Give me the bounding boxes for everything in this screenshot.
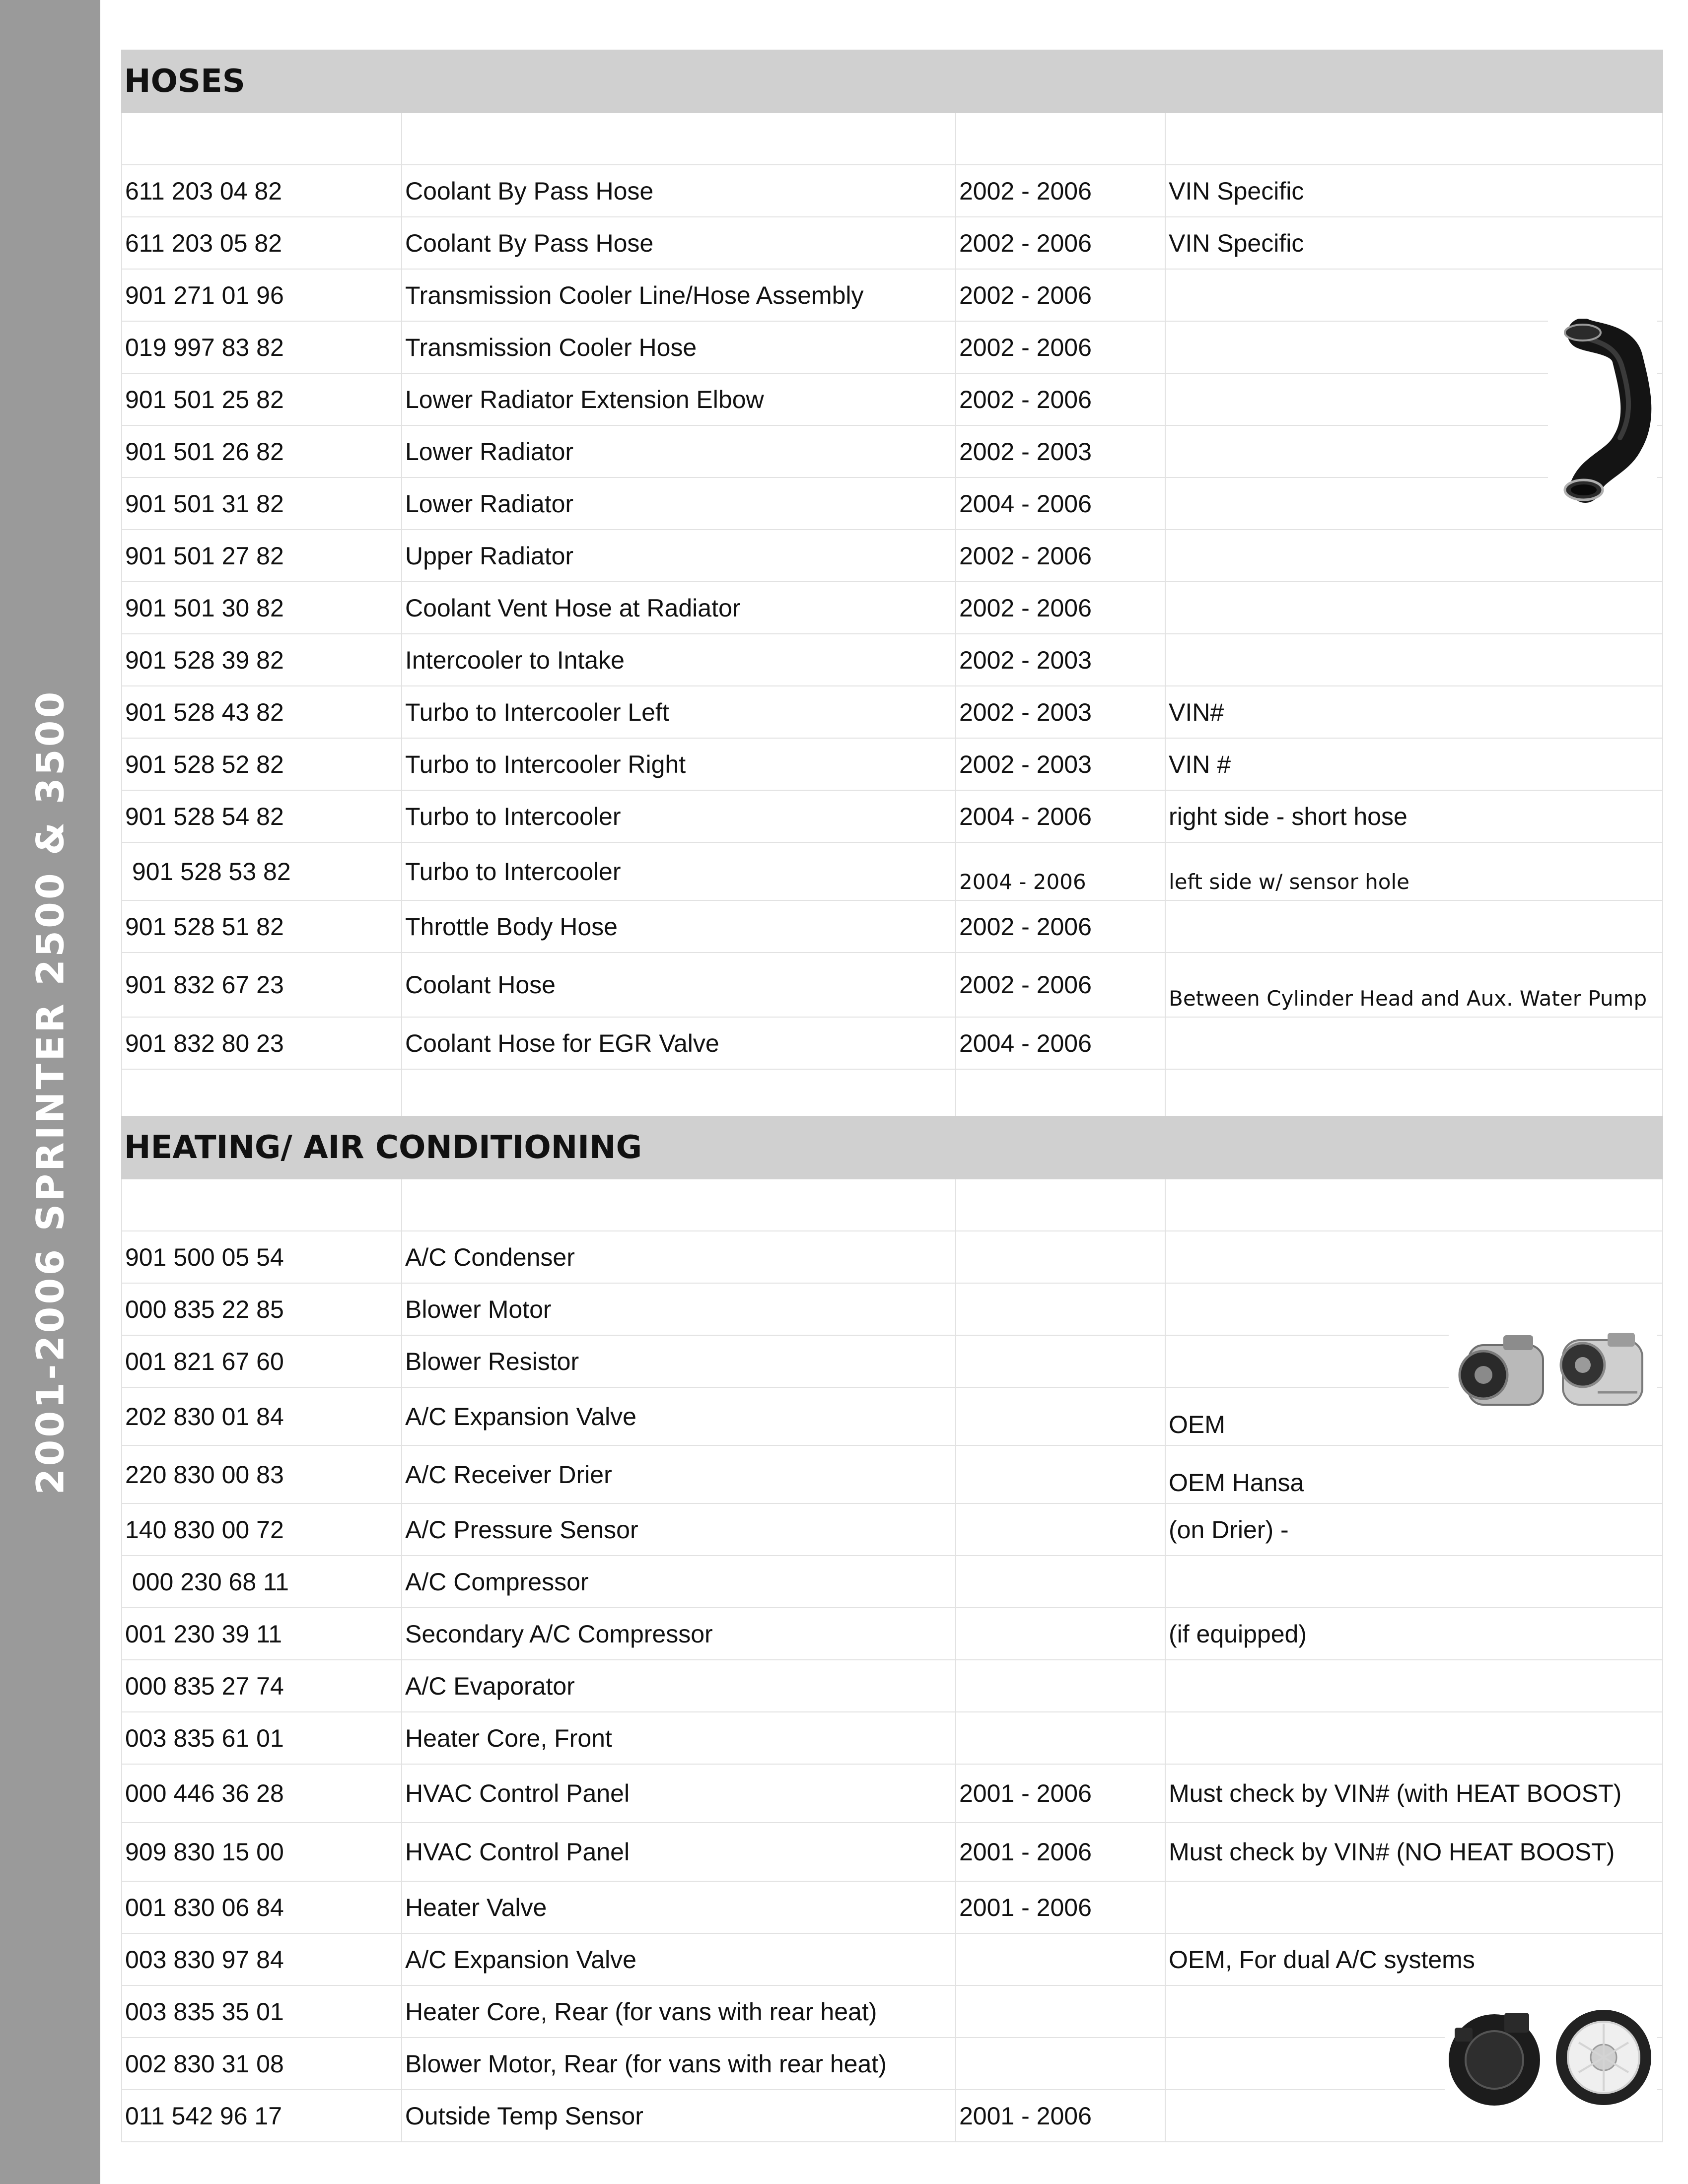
part-years: 2002 - 2006 [956, 953, 1165, 1017]
part-years [956, 1231, 1165, 1283]
part-number: 611 203 05 82 [122, 217, 402, 269]
part-number: 001 230 39 11 [122, 1608, 402, 1660]
table-row [122, 1881, 1663, 1933]
part-note: Between Cylinder Head and Aux. Water Pump [1165, 953, 1663, 1017]
part-description: Coolant By Pass Hose [402, 165, 956, 217]
part-years [956, 1335, 1165, 1387]
table-row [122, 1608, 1663, 1660]
part-note: VIN # [1165, 738, 1663, 790]
part-description: HVAC Control Panel [402, 1823, 956, 1881]
table-row [122, 217, 1663, 269]
part-number: 901 528 51 82 [122, 900, 402, 953]
table-row [122, 2090, 1663, 2142]
table-row [122, 900, 1663, 953]
part-number: 901 528 39 82 [122, 634, 402, 686]
part-number: 901 528 54 82 [122, 790, 402, 842]
table-row [122, 478, 1663, 530]
part-number: 002 830 31 08 [122, 2038, 402, 2090]
part-number: 001 821 67 60 [122, 1335, 402, 1387]
part-years: 2002 - 2006 [956, 373, 1165, 425]
part-years: 2002 - 2006 [956, 269, 1165, 321]
part-description: Coolant Hose [402, 953, 956, 1017]
part-number: 000 446 36 28 [122, 1764, 402, 1823]
part-description: Intercooler to Intake [402, 634, 956, 686]
part-description: Turbo to Intercooler [402, 842, 956, 900]
section-header [122, 1116, 1663, 1179]
part-note [1165, 900, 1663, 953]
part-note [1165, 1231, 1663, 1283]
part-years [956, 1608, 1165, 1660]
part-note: VIN Specific [1165, 217, 1663, 269]
part-description: Coolant Hose for EGR Valve [402, 1017, 956, 1069]
table-row [122, 373, 1663, 425]
part-description: Heater Valve [402, 1881, 956, 1933]
part-description: Outside Temp Sensor [402, 2090, 956, 2142]
part-description: A/C Expansion Valve [402, 1933, 956, 1985]
part-note: Must check by VIN# (NO HEAT BOOST) [1165, 1823, 1663, 1881]
part-note: Must check by VIN# (with HEAT BOOST) [1165, 1764, 1663, 1823]
part-description: A/C Compressor [402, 1556, 956, 1608]
part-number: 901 501 27 82 [122, 530, 402, 582]
table-row [122, 1660, 1663, 1712]
part-note [1165, 634, 1663, 686]
part-number: 000 835 22 85 [122, 1283, 402, 1335]
part-note: (if equipped) [1165, 1608, 1663, 1660]
part-number: 901 501 25 82 [122, 373, 402, 425]
part-number: 019 997 83 82 [122, 321, 402, 373]
part-note [1165, 1881, 1663, 1933]
table-row [122, 634, 1663, 686]
section-title: HOSES [122, 50, 1663, 113]
part-note [1165, 269, 1663, 321]
part-note [1165, 582, 1663, 634]
spacer-row [122, 113, 1663, 165]
part-number: 611 203 04 82 [122, 165, 402, 217]
part-description: Transmission Cooler Hose [402, 321, 956, 373]
table-row [122, 1017, 1663, 1069]
part-years [956, 1985, 1165, 2038]
part-number: 011 542 96 17 [122, 2090, 402, 2142]
table-row [122, 1387, 1663, 1445]
part-description: Turbo to Intercooler Right [402, 738, 956, 790]
part-description: Coolant Vent Hose at Radiator [402, 582, 956, 634]
table-row [122, 1283, 1663, 1335]
part-description: Blower Resistor [402, 1335, 956, 1387]
part-years: 2001 - 2006 [956, 2090, 1165, 2142]
part-description: A/C Evaporator [402, 1660, 956, 1712]
table-row [122, 1985, 1663, 2038]
part-years [956, 2038, 1165, 2090]
part-number: 901 500 05 54 [122, 1231, 402, 1283]
part-note [1165, 1556, 1663, 1608]
table-row [122, 1764, 1663, 1823]
part-years: 2004 - 2006 [956, 790, 1165, 842]
table-row [122, 1933, 1663, 1985]
part-number: 901 501 26 82 [122, 425, 402, 478]
hvac-table [121, 1116, 1663, 2142]
part-years: 2002 - 2003 [956, 425, 1165, 478]
part-number: 901 528 43 82 [122, 686, 402, 738]
part-number: 901 501 31 82 [122, 478, 402, 530]
part-number: 140 830 00 72 [122, 1503, 402, 1556]
part-number: 909 830 15 00 [122, 1823, 402, 1881]
hvac-section [121, 1116, 1662, 2142]
part-description: Throttle Body Hose [402, 900, 956, 953]
part-number: 003 830 97 84 [122, 1933, 402, 1985]
part-years: 2002 - 2006 [956, 900, 1165, 953]
part-years: 2002 - 2003 [956, 738, 1165, 790]
part-description: HVAC Control Panel [402, 1764, 956, 1823]
part-years: 2004 - 2006 [956, 842, 1165, 900]
part-years [956, 1283, 1165, 1335]
part-number: 901 528 52 82 [122, 738, 402, 790]
part-years [956, 1503, 1165, 1556]
part-description: Upper Radiator [402, 530, 956, 582]
part-note [1165, 530, 1663, 582]
part-years: 2002 - 2006 [956, 530, 1165, 582]
table-row [122, 582, 1663, 634]
part-years: 2004 - 2006 [956, 1017, 1165, 1069]
table-row [122, 269, 1663, 321]
part-number: 000 230 68 11 [122, 1556, 402, 1608]
part-number: 003 835 35 01 [122, 1985, 402, 2038]
part-description: Secondary A/C Compressor [402, 1608, 956, 1660]
part-note: OEM [1165, 1387, 1663, 1445]
part-years [956, 1933, 1165, 1985]
ac-compressor-image [1449, 1310, 1657, 1434]
part-description: Turbo to Intercooler Left [402, 686, 956, 738]
part-years: 2001 - 2006 [956, 1823, 1165, 1881]
part-note: (on Drier) - [1165, 1503, 1663, 1556]
radiator-hose-image [1548, 319, 1657, 517]
section-header [122, 50, 1663, 113]
part-number: 202 830 01 84 [122, 1387, 402, 1445]
part-number: 901 528 53 82 [122, 842, 402, 900]
part-years: 2002 - 2003 [956, 634, 1165, 686]
part-note [1165, 1660, 1663, 1712]
part-years: 2002 - 2006 [956, 321, 1165, 373]
spacer-row [122, 1179, 1663, 1231]
part-note: VIN# [1165, 686, 1663, 738]
part-years: 2002 - 2006 [956, 217, 1165, 269]
part-number: 901 832 67 23 [122, 953, 402, 1017]
part-years: 2004 - 2006 [956, 478, 1165, 530]
part-description: Heater Core, Front [402, 1712, 956, 1764]
table-row [122, 953, 1663, 1017]
part-years [956, 1387, 1165, 1445]
blower-motor-image [1445, 1998, 1657, 2117]
table-row [122, 1556, 1663, 1608]
table-row [122, 1503, 1663, 1556]
part-note [1165, 1712, 1663, 1764]
part-years: 2002 - 2003 [956, 686, 1165, 738]
part-description: Lower Radiator [402, 425, 956, 478]
table-row [122, 1335, 1663, 1387]
table-row [122, 425, 1663, 478]
part-number: 901 271 01 96 [122, 269, 402, 321]
sidebar [0, 0, 100, 2184]
part-years [956, 1660, 1165, 1712]
part-description: Transmission Cooler Line/Hose Assembly [402, 269, 956, 321]
part-years [956, 1445, 1165, 1503]
part-number: 000 835 27 74 [122, 1660, 402, 1712]
part-description: Turbo to Intercooler [402, 790, 956, 842]
part-description: Lower Radiator Extension Elbow [402, 373, 956, 425]
spacer-row [122, 1069, 1663, 1121]
table-row [122, 1445, 1663, 1503]
part-description: A/C Receiver Drier [402, 1445, 956, 1503]
table-row [122, 686, 1663, 738]
part-description: A/C Pressure Sensor [402, 1503, 956, 1556]
part-number: 003 835 61 01 [122, 1712, 402, 1764]
table-row [122, 1823, 1663, 1881]
part-note: left side w/ sensor hole [1165, 842, 1663, 900]
part-number: 901 832 80 23 [122, 1017, 402, 1069]
sidebar-title: 2001-2006 SPRINTER 2500 & 3500 [28, 689, 72, 1495]
part-note: VIN Specific [1165, 165, 1663, 217]
part-number: 001 830 06 84 [122, 1881, 402, 1933]
table-row [122, 530, 1663, 582]
part-note: OEM, For dual A/C systems [1165, 1933, 1663, 1985]
part-description: Lower Radiator [402, 478, 956, 530]
part-description: Heater Core, Rear (for vans with rear heat) [402, 1985, 956, 2038]
part-number: 901 501 30 82 [122, 582, 402, 634]
table-row [122, 842, 1663, 900]
part-description: Blower Motor [402, 1283, 956, 1335]
part-note [1165, 1017, 1663, 1069]
table-row [122, 790, 1663, 842]
part-description: Coolant By Pass Hose [402, 217, 956, 269]
section-title: HEATING/ AIR CONDITIONING [122, 1116, 1663, 1179]
part-description: Blower Motor, Rear (for vans with rear heat) [402, 2038, 956, 2090]
part-years: 2002 - 2006 [956, 582, 1165, 634]
table-row [122, 2038, 1663, 2090]
part-years: 2001 - 2006 [956, 1881, 1165, 1933]
table-row [122, 165, 1663, 217]
part-note: right side - short hose [1165, 790, 1663, 842]
part-description: A/C Condenser [402, 1231, 956, 1283]
part-number: 220 830 00 83 [122, 1445, 402, 1503]
part-note: OEM Hansa [1165, 1445, 1663, 1503]
table-row [122, 1231, 1663, 1283]
part-years: 2002 - 2006 [956, 165, 1165, 217]
hoses-table [121, 50, 1663, 1122]
part-description: A/C Expansion Valve [402, 1387, 956, 1445]
table-row [122, 738, 1663, 790]
table-row [122, 321, 1663, 373]
hoses-section [121, 50, 1662, 1122]
table-row [122, 1712, 1663, 1764]
part-years: 2001 - 2006 [956, 1764, 1165, 1823]
part-years [956, 1712, 1165, 1764]
part-years [956, 1556, 1165, 1608]
